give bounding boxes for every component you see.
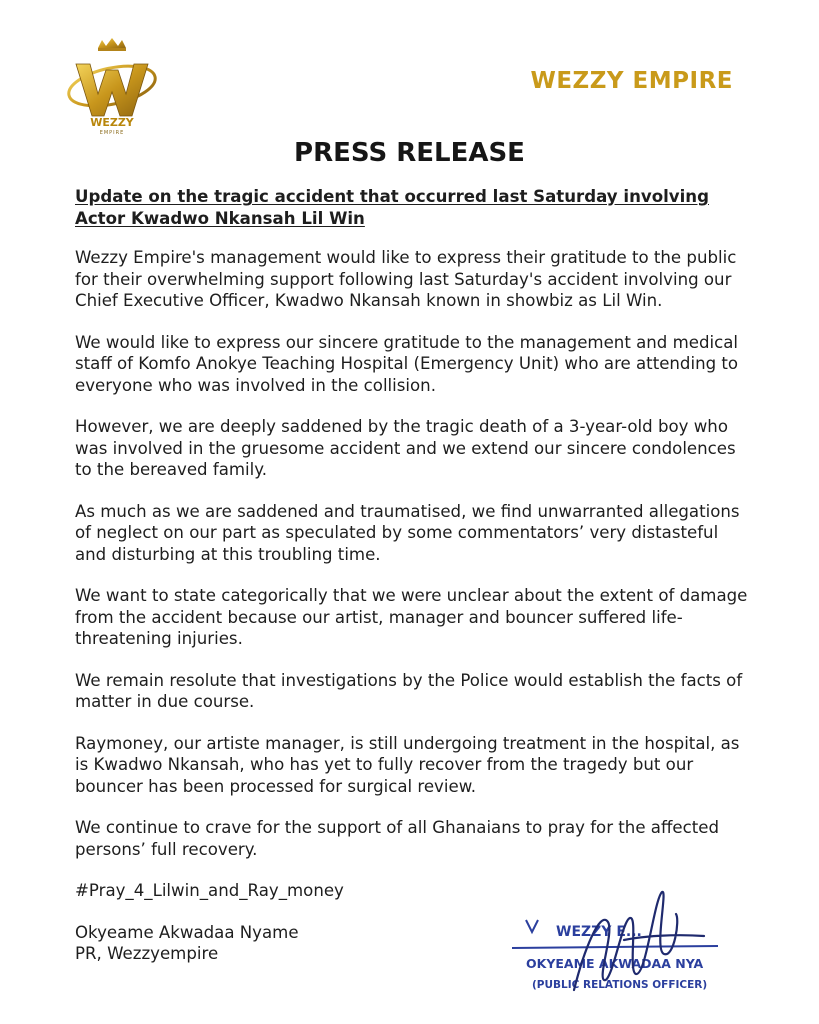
subject-heading: Update on the tragic accident that occurred last Saturday involving Actor Kwadwo Nkansah Lil Win (75, 187, 709, 228)
wezzy-empire-logo (62, 36, 162, 136)
official-stamp (504, 880, 730, 1008)
press-release-body (75, 186, 751, 965)
brand-name: WEZZY EMPIRE (530, 68, 733, 94)
hashtag: #Pray_4_Lilwin_and_Ray_money (75, 881, 344, 900)
paragraph: We would like to express our sincere gratitude to the management and medical staff of Komfo Anokye Teaching Hospital (Emergency Unit) who are attending to everyone who was involved in the collision. (75, 332, 739, 395)
paragraph: Wezzy Empire's management would like to express their gratitude to the public for their overwhelming support following last Saturday's accident involving our Chief Executive Officer, Kwadwo Nkansah known in showbiz as Lil Win. (75, 248, 737, 310)
stamp-line3: (PUBLIC RELATIONS OFFICER) (532, 979, 708, 991)
paragraph: We continue to crave for the support of all Ghanaians to pray for the affected persons’ full recovery. (75, 818, 719, 859)
paragraph: We remain resolute that investigations by the Police would establish the facts of matter in due course. (75, 670, 743, 711)
paragraph: We want to state categorically that we were unclear about the extent of damage from the accident because our artist, manager and bouncer suffered life-threatening injuries. (75, 586, 748, 648)
stamp-line1: WEZZY E... (556, 924, 642, 940)
paragraph: Raymoney, our artiste manager, is still undergoing treatment in the hospital, as is Kwadwo Nkansah, who has yet to fully recover from the tragedy but our bouncer has been processed for surgical review. (75, 733, 740, 796)
handwritten-signature (574, 892, 704, 990)
logo-text: WEZZY (90, 116, 134, 129)
paragraph: As much as we are saddened and traumatised, we find unwarranted allegations of neglect on our part as speculated by some commentators’ very distasteful and disturbing at this troubling time. (75, 501, 740, 564)
paragraph: However, we are deeply saddened by the tragic death of a 3-year-old boy who was involved in the gruesome accident and we extend our sincere condolences to the bereaved family. (75, 417, 736, 479)
logo-subtext: EMPIRE (99, 130, 125, 136)
stamp-line2: OKYEAME AKWADAA NYA (526, 956, 704, 971)
page-title: PRESS RELEASE (294, 138, 525, 168)
crown-icon (98, 38, 126, 48)
shield-icon (526, 920, 538, 932)
signoff-role: PR, Wezzyempire (75, 944, 219, 963)
signoff-name: Okyeame Akwadaa Nyame (75, 922, 299, 942)
w-monogram-icon (76, 64, 148, 116)
